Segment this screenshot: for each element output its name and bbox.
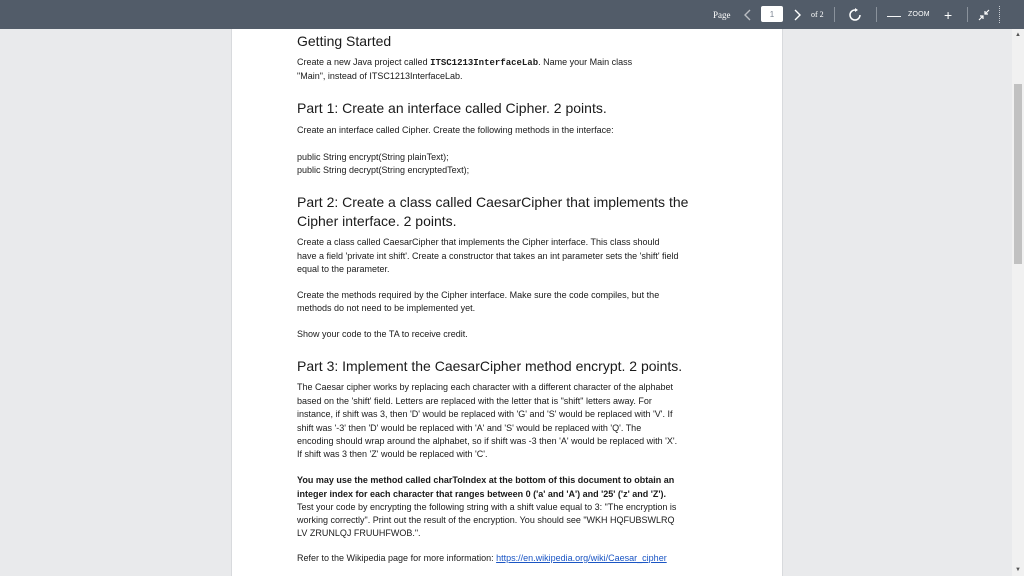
project-name-code: ITSC1213InterfaceLab (430, 58, 539, 68)
refer-text: Refer to the Wikipedia page for more information: (297, 553, 497, 563)
toolbar-divider (876, 7, 877, 22)
part3-p1-line-1: The Caesar cipher works by replacing each character with a different character of the alphabet (297, 382, 674, 392)
chevron-left-icon[interactable] (744, 0, 752, 29)
part3-p1-line-2: based on the 'shift' field. Letters are replaced with the letter that is "shift" letters away. For (297, 396, 652, 406)
scrollbar-thumb[interactable] (1014, 84, 1022, 264)
part2-p3: Show your code to the TA to receive credit. (297, 329, 468, 339)
zoom-label: ZOOM (908, 11, 930, 18)
part3-bold-line-2: integer index for each character that ranges between 0 ('a' and 'A') and '25' ('z' and 'Z'). (297, 489, 666, 499)
page-number-input[interactable] (761, 6, 783, 22)
heading-part-1: Part 1: Create an interface called Cipher. 2 points. (297, 100, 607, 116)
part3-p2-line-1: Test your code by encrypting the following string with a shift value equal to 3: "The encryption is (297, 502, 677, 512)
part2-p2-line-2: methods do not need to be implemented yet. (297, 303, 476, 313)
rotate-icon[interactable] (848, 0, 862, 29)
part3-p1-line-4: shift was '-3' then 'D' would be replaced with 'A' and 'S' would be replaced with 'Q'. The (297, 423, 642, 433)
chevron-right-icon[interactable] (793, 0, 801, 29)
heading-part-2-line-2: Cipher interface. 2 points. (297, 213, 457, 229)
collapse-icon[interactable] (978, 0, 990, 29)
scroll-down-icon[interactable]: ▼ (1015, 567, 1021, 573)
part3-p1-line-6: If shift was 3 then 'Z' would be replaced with 'C'. (297, 449, 488, 459)
document-page (231, 29, 783, 576)
scroll-up-icon[interactable]: ▲ (1015, 32, 1021, 38)
page-count-label: of 2 (811, 10, 824, 19)
part2-p1-line-1: Create a class called CaesarCipher that implements the Cipher interface. This class should (297, 237, 660, 247)
part3-refer-line (297, 552, 667, 566)
page-label: Page (713, 9, 731, 20)
part1-intro: Create an interface called Cipher. Create the following methods in the interface: (297, 125, 614, 135)
toolbar-divider (999, 6, 1000, 23)
text-span: . Name your Main class (538, 57, 633, 67)
part1-code-encrypt: public String encrypt(String plainText); (297, 152, 449, 162)
part3-p1-line-3: instance, if shift was 3, then 'D' would be replaced with 'G' and 'S' would be replaced with 'V'. If (297, 409, 673, 419)
zoom-out-button[interactable]: — (887, 6, 901, 23)
part1-code-decrypt: public String decrypt(String encryptedText); (297, 165, 470, 175)
part3-p2-line-3: LV ZRUNLQJ FRUUHFWOB.". (297, 528, 421, 538)
vertical-scrollbar[interactable] (1012, 29, 1024, 576)
part2-p1-line-2: have a field 'private int shift'. Create a constructor that takes an int parameter sets the 'shift' field (297, 251, 679, 261)
pdf-toolbar (0, 0, 1024, 29)
part2-p1-line-3: equal to the parameter. (297, 264, 390, 274)
toolbar-divider (967, 7, 968, 22)
toolbar-divider (834, 7, 835, 22)
heading-part-3: Part 3: Implement the CaesarCipher method encrypt. 2 points. (297, 358, 683, 374)
heading-part-2-line-1: Part 2: Create a class called CaesarCipher that implements the (297, 194, 689, 210)
part3-p1-line-5: encoding should wrap around the alphabet, so if shift was -3 then 'A' would be replaced with 'X'. (297, 436, 678, 446)
part2-p2-line-1: Create the methods required by the Cipher interface. Make sure the code compiles, but the (297, 290, 660, 300)
zoom-in-button[interactable]: + (944, 6, 953, 23)
part3-bold-line-1: You may use the method called charToIndex at the bottom of this document to obtain an (297, 475, 675, 485)
part3-p2-line-2: working correctly". Print out the result of the encryption. You should see "WKH HQFUBSWLRQ (297, 515, 675, 525)
text-span: Create a new Java project called (297, 57, 431, 67)
getting-started-line-1 (297, 56, 632, 71)
heading-getting-started: Getting Started (297, 33, 392, 49)
getting-started-line-2: "Main", instead of ITSC1213InterfaceLab. (297, 71, 463, 81)
wikipedia-link[interactable]: https://en.wikipedia.org/wiki/Caesar_cipher (496, 553, 667, 563)
